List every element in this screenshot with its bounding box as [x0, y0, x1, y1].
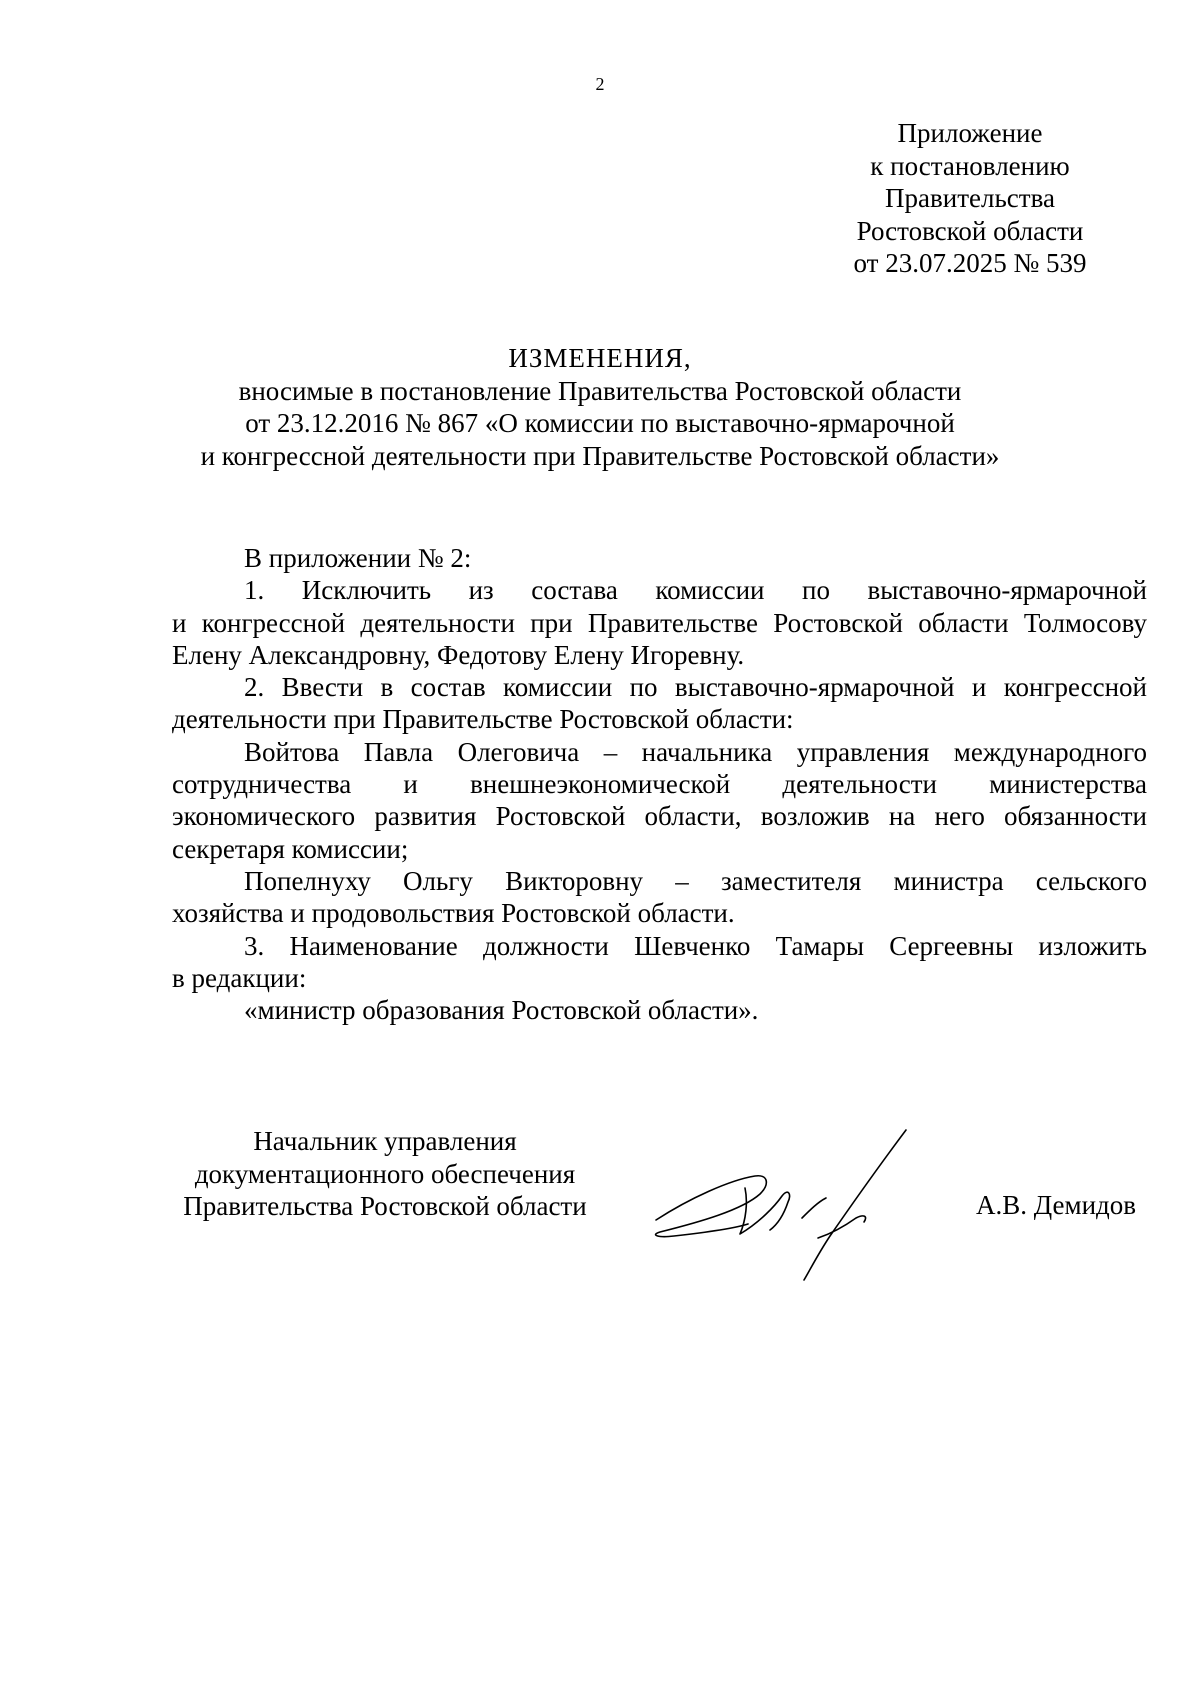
signer-position-line: Правительства Ростовской области	[183, 1191, 587, 1221]
appendix-reference	[820, 117, 1120, 280]
handwritten-signature	[650, 1110, 940, 1290]
item-3-quote: «министр образования Ростовской области».	[244, 995, 759, 1026]
appendix-line: Приложение	[897, 118, 1043, 148]
document-body	[172, 542, 1147, 1026]
appendix-line: Правительства	[885, 183, 1055, 213]
item-3-line: 3. Наименование должности Шевченко Тамары Сергеевны изложить	[244, 930, 1147, 961]
item-2-line: деятельности при Правительстве Ростовской области:	[172, 704, 794, 735]
item-2-line: 2. Ввести в состав комиссии по выставочно-ярмарочной и конгрессной	[244, 672, 1147, 703]
person-1-line: сотрудничества и внешнеэкономической деятельности министерства	[172, 769, 1147, 800]
item-1-line: Елену Александровну, Федотову Елену Игоревну.	[172, 639, 745, 670]
page-number: 2	[595, 74, 605, 94]
signer-position	[160, 1125, 610, 1223]
title-line: и конгрессной деятельности при Правительстве Ростовской области»	[200, 440, 1000, 471]
document-title-block	[0, 342, 1200, 472]
title-line: вносимые в постановление Правительства Ростовской области	[238, 375, 962, 406]
body-intro: В приложении № 2:	[244, 543, 472, 573]
person-1-line: Войтова Павла Олеговича – начальника управления международного	[244, 736, 1147, 767]
signer-position-line: Начальник управления	[253, 1126, 517, 1156]
person-1-line: экономического развития Ростовской области, возложив на него обязанности	[172, 801, 1147, 832]
appendix-line: Ростовской области	[856, 215, 1084, 246]
person-2-line: Попелнуху Ольгу Викторовну – заместителя министра сельского	[244, 865, 1147, 896]
person-2-line: хозяйства и продовольствия Ростовской области.	[172, 898, 735, 929]
appendix-line: от 23.07.2025 № 539	[853, 248, 1087, 278]
item-1-line: 1. Исключить из состава комиссии по выставочно-ярмарочной	[244, 575, 1147, 606]
signer-position-line: документационного обеспечения	[194, 1158, 576, 1189]
signer-name: А.В. Демидов	[976, 1190, 1137, 1220]
item-3-line: в редакции:	[172, 962, 307, 993]
item-1-line: и конгрессной деятельности при Правительстве Ростовской области Толмосову	[172, 607, 1147, 638]
appendix-line: к постановлению	[870, 150, 1070, 181]
person-1-line: секретаря комиссии;	[172, 833, 409, 864]
title-line: от 23.12.2016 № 867 «О комиссии по выставочно-ярмарочной	[245, 408, 955, 438]
document-heading: ИЗМЕНЕНИЯ,	[508, 343, 692, 373]
